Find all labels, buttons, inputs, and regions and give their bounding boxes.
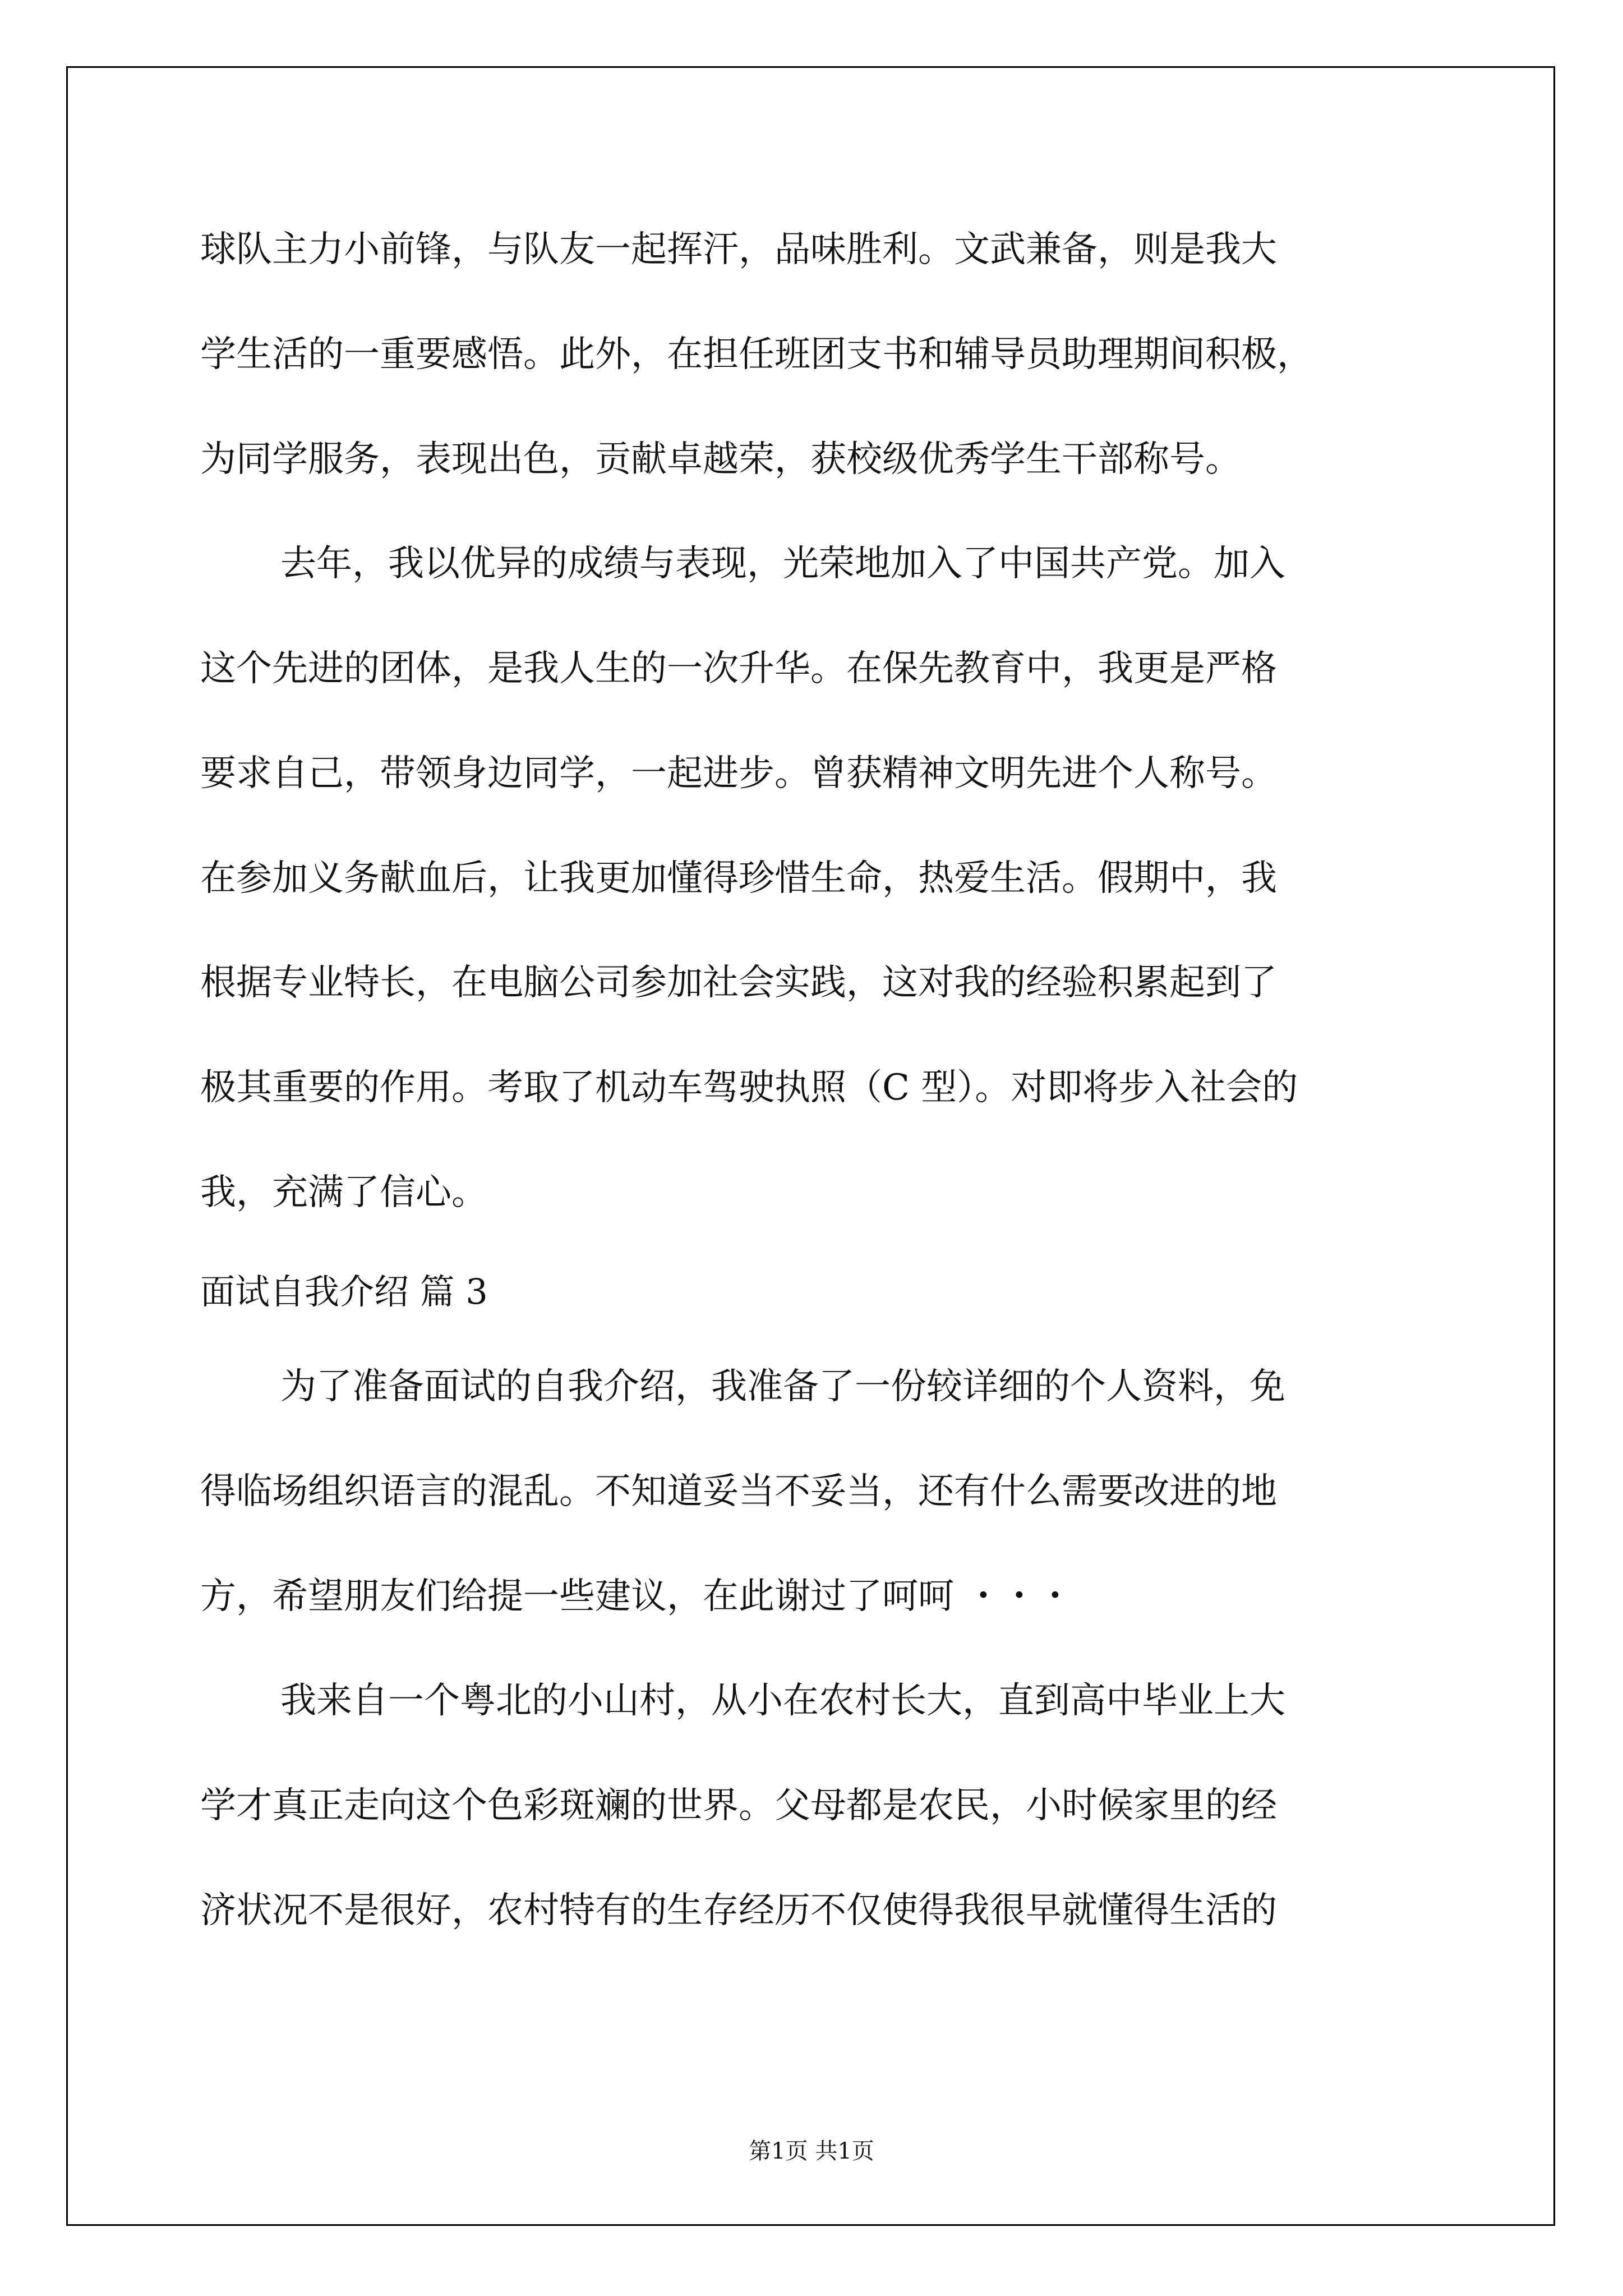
- body-line: 济状况不是很好，农村特有的生存经历不仅使得我很早就懂得生活的: [200, 1890, 1277, 1931]
- section-heading: 面试自我介绍 篇 3: [200, 1271, 488, 1312]
- body-line: 根据专业特长，在电脑公司参加社会实践，这对我的经验积累起到了: [200, 962, 1277, 1004]
- body-line: 得临场组织语言的混乱。不知道妥当不妥当，还有什么需要改进的地: [200, 1471, 1277, 1512]
- body-line: 学才真正走向这个色彩斑斓的世界。父母都是农民，小时候家里的经: [200, 1785, 1277, 1826]
- paragraph-start-line: 我来自一个粤北的小山村，从小在农村长大，直到高中毕业上大: [280, 1680, 1285, 1722]
- body-line: 学生活的一重要感悟。此外，在担任班团支书和辅导员助理期间积极，: [200, 334, 1313, 375]
- body-line: 在参加义务献血后，让我更加懂得珍惜生命，热爱生活。假期中，我: [200, 858, 1277, 899]
- body-line: 要求自己，带领身边同学，一起进步。曾获精神文明先进个人称号。: [200, 753, 1277, 794]
- body-line: 球队主力小前锋，与队友一起挥汗，品味胜利。文武兼备，则是我大: [200, 229, 1277, 270]
- body-line: 这个先进的团体，是我人生的一次升华。在保先教育中，我更是严格: [200, 648, 1277, 689]
- paragraph-start-line: 去年，我以优异的成绩与表现，光荣地加入了中国共产党。加入: [280, 543, 1285, 585]
- body-line: 为同学服务，表现出色，贡献卓越荣，获校级优秀学生干部称号。: [200, 439, 1241, 480]
- paragraph-start-line: 为了准备面试的自我介绍，我准备了一份较详细的个人资料，免: [280, 1366, 1285, 1407]
- body-line: 我，充满了信心。: [200, 1172, 487, 1213]
- page-footer: 第1页 共1页: [749, 2138, 874, 2164]
- body-line: 方，希望朋友们给提一些建议，在此谢过了呵呵 ・・・: [200, 1576, 1073, 1617]
- body-line: 极其重要的作用。考取了机动车驾驶执照（C 型）。对即将步入社会的: [200, 1067, 1298, 1108]
